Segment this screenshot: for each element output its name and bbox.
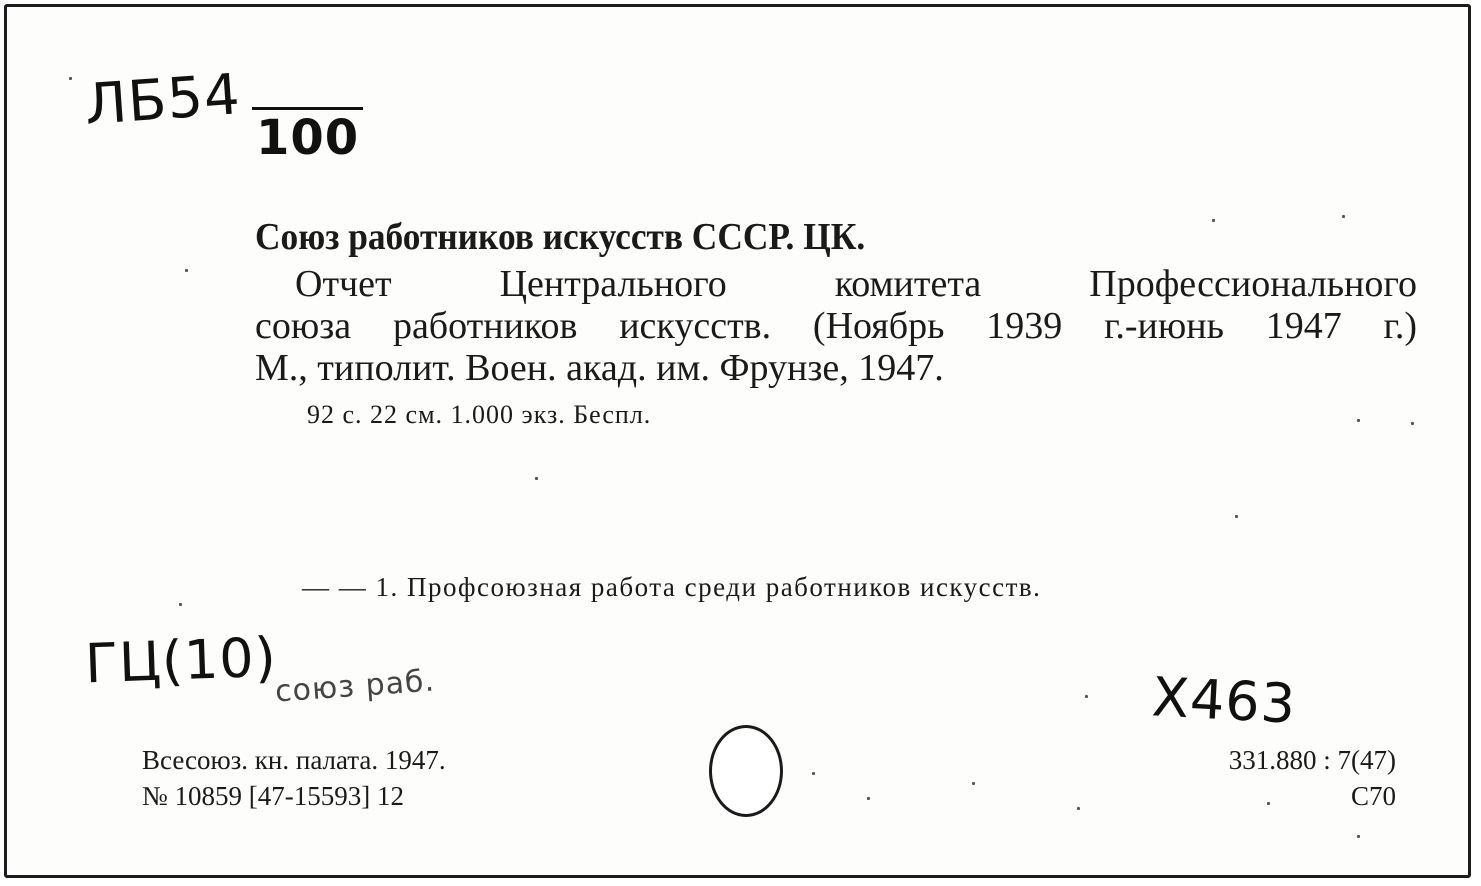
scan-speck — [185, 269, 188, 272]
scan-speck — [1235, 515, 1238, 518]
shelf-mark-number: 100 — [252, 107, 363, 166]
collation: 92 с. 22 см. 1.000 экз. Беспл. — [307, 400, 652, 429]
scan-speck — [1342, 215, 1345, 218]
scan-speck — [1357, 835, 1360, 838]
subject-entry: — — 1. Профсоюзная работа среди работников искусств. — [302, 572, 1042, 602]
scan-speck — [1267, 802, 1270, 805]
scan-speck — [1411, 422, 1414, 425]
book-chamber-line-2: № 10859 [47-15593] 12 — [142, 781, 404, 811]
scan-speck — [179, 603, 182, 606]
udc-number: 331.880 : 7(47) — [1228, 745, 1396, 775]
classification-block — [1229, 742, 1396, 814]
scan-speck — [867, 797, 870, 800]
title-line-3: М., типолит. Воен. акад. им. Фрунзе, 1947. — [255, 347, 944, 389]
scan-speck — [535, 477, 538, 480]
catalog-card — [4, 4, 1471, 878]
scan-speck — [812, 772, 815, 775]
accession-code: Х463 — [1150, 665, 1298, 736]
scan-speck — [1085, 695, 1088, 698]
scan-speck — [1357, 419, 1360, 422]
scan-speck — [1212, 219, 1215, 222]
book-chamber-line-1: Всесоюз. кн. палата. 1947. — [142, 745, 446, 775]
punch-hole — [709, 725, 783, 817]
systematic-code: ГЦ(10) — [83, 625, 278, 696]
card-heading: Союз работников искусств СССР. ЦК. — [255, 216, 866, 258]
systematic-note: союз раб. — [273, 663, 437, 710]
title-line-2: союза работников искусств. (Ноябрь 1939 г.-июнь 1947 г.) — [255, 305, 1417, 347]
title-line-1: Отчет Центрального комитета Профессионального — [295, 263, 1417, 305]
scan-speck — [1077, 807, 1080, 810]
book-chamber-imprint — [142, 742, 446, 814]
title-description — [255, 263, 1417, 389]
author-sign: С70 — [1350, 781, 1396, 811]
scan-speck — [972, 782, 975, 785]
scan-speck — [69, 77, 72, 80]
shelf-mark-code: ЛБ54 — [82, 62, 243, 138]
